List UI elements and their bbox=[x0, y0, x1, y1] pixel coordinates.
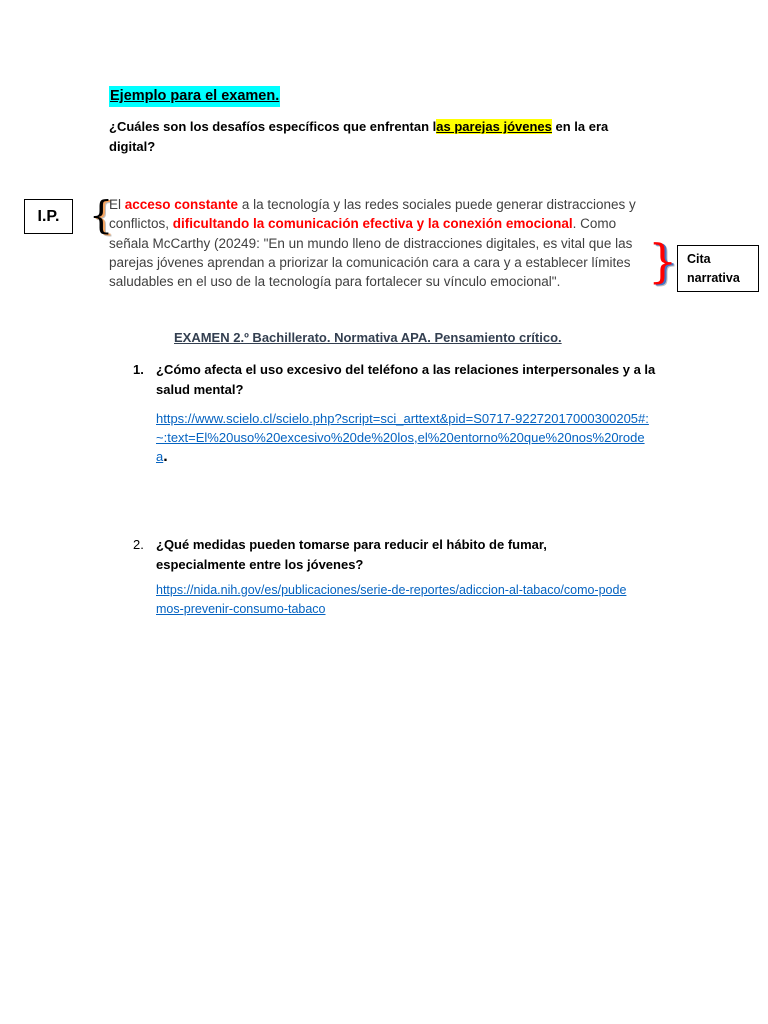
link-suffix: . bbox=[163, 448, 168, 465]
para-text-2: a la tecnología y las redes sociales puede generar distracciones y conflictos, bbox=[109, 197, 636, 232]
reference-link[interactable]: https://nida.nih.gov/es/publicaciones/serie-de-reportes/adiccion-al-tabaco/como-podemos-prevenir-consumo-tabaco bbox=[156, 583, 627, 616]
right-brace-icon: } bbox=[648, 234, 678, 288]
ip-label: I.P. bbox=[37, 207, 60, 225]
para-red-2: dificultando la comunicación efectiva y la conexión emocional bbox=[172, 216, 573, 232]
document-title: Ejemplo para el examen. bbox=[109, 86, 280, 107]
para-text-1: El bbox=[109, 197, 125, 212]
ip-label-box bbox=[24, 199, 73, 234]
para-red-1: acceso constante bbox=[124, 197, 239, 212]
quote-paragraph bbox=[109, 195, 649, 291]
question-highlight: as parejas jóvenes bbox=[436, 119, 552, 134]
exam-question: ¿Qué medidas pueden tomarse para reducir el hábito de fumar, especialmente entre los jóvenes? bbox=[156, 537, 547, 572]
para-text-3: . Como señala McCarthy (20249: "En un mundo lleno de distracciones digitales, es vital que las parejas jóvenes aprendan a priorizar la comunicación cara a cara y a establecer límites saludables en el uso de la tecnología para fortalecer su vínculo emocional". bbox=[109, 216, 633, 290]
main-question bbox=[109, 117, 639, 157]
exam-heading: EXAMEN 2.º Bachillerato. Normativa APA. Pensamiento crítico. bbox=[174, 330, 562, 345]
reference-link[interactable]: https://www.scielo.cl/scielo.php?script=sci_arttext&pid=S0717-92272017000300205#:~:text=El%20uso%20excesivo%20de%20los,el%20entorno%20que%20nos%20rodea bbox=[156, 411, 649, 464]
exam-question: ¿Cómo afecta el uso excesivo del teléfono a las relaciones interpersonales y a la salud mental? bbox=[156, 362, 656, 397]
cita-narrativa-box bbox=[677, 245, 759, 292]
cita-label: Cita narrativa bbox=[687, 252, 740, 285]
reference-entry bbox=[156, 409, 656, 466]
left-brace-icon: { bbox=[89, 193, 114, 237]
item-number: 2. bbox=[133, 537, 144, 552]
question-text-start: ¿Cuáles son los desafíos específicos que enfrentan l bbox=[109, 119, 437, 134]
item-number: 1. bbox=[133, 362, 144, 377]
reference-entry bbox=[156, 581, 636, 619]
question-text-end: en la era digital? bbox=[109, 119, 609, 154]
